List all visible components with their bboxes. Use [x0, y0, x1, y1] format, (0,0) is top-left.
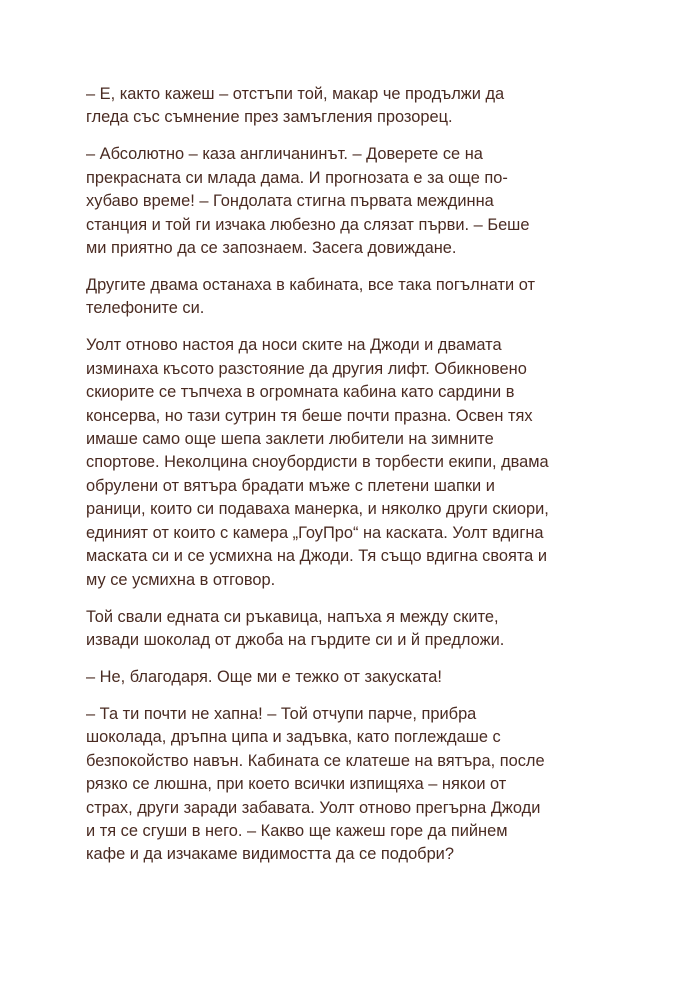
text-line: изминаха късото разстояние да другия лифт. Обикновено — [86, 359, 527, 378]
text-line: – Е, както кажеш – отстъпи той, макар че продължи да — [86, 85, 505, 103]
paragraph-6 — [86, 666, 626, 689]
text-line: рязко се люшна, при което всички изпищяха – някои от — [86, 775, 507, 794]
paragraph-1 — [86, 83, 626, 130]
text-line: скиорите се тъпчеха в огромната кабина като сардини в — [86, 383, 515, 402]
text-line: ми приятно да се запознаем. Засега довиждане. — [86, 239, 457, 258]
text-line: раници, които си подаваха манерка, и няколко други скиори, — [86, 500, 549, 519]
paragraph-2 — [86, 143, 626, 260]
text-line: имаше само още шепа заклети любители на зимните — [86, 430, 494, 449]
text-line: шоколада, дръпна ципа и задъвка, като поглеждаше с — [86, 728, 501, 747]
paragraph-3 — [86, 274, 626, 321]
paragraph-5 — [86, 606, 626, 653]
text-line: прекрасната си млада дама. И прогнозата е за още по- — [86, 168, 508, 187]
text-line: Другите двама останаха в кабината, все така погълнати от — [86, 276, 535, 295]
text-line: обрулени от вятъра брадати мъже с плетени шапки и — [86, 476, 495, 495]
paragraph-4 — [86, 334, 626, 591]
text-line: хубаво време! – Гондолата стигна първата междинна — [86, 192, 494, 211]
text-line: станция и той ги изчака любезно да слязат първи. – Беше — [86, 215, 530, 234]
text-line: – Не, благодаря. Още ми е тежко от закуската! — [86, 667, 442, 686]
text-line: консерва, но тази сутрин тя беше почти празна. Освен тях — [86, 406, 533, 425]
text-line: безпокойство навън. Кабината се клатеше на вятъра, после — [86, 751, 545, 770]
paragraph-7 — [86, 703, 626, 867]
text-line: – Та ти почти не хапна! – Той отчупи парче, прибра — [86, 704, 477, 723]
text-line: маската си и се усмихна на Джоди. Тя също вдигна своята и — [86, 547, 547, 566]
text-line: спортове. Неколцина сноубордисти в торбести екипи, двама — [86, 453, 549, 472]
text-line: единият от които с камера „ГоуПро“ на каската. Уолт вдигна — [86, 523, 544, 542]
body-text — [86, 83, 626, 880]
text-line: страх, други заради забавата. Уолт отново прегърна Джоди — [86, 798, 541, 817]
text-line: Той свали едната си ръкавица, напъха я между ските, — [86, 607, 499, 626]
text-line: Уолт отново настоя да носи ските на Джоди и двамата — [86, 336, 502, 355]
text-line: извади шоколад от джоба на гърдите си и й предложи. — [86, 630, 505, 649]
text-line: гледа със съмнение през замъгления прозорец. — [86, 108, 453, 127]
text-line: му се усмихна в отговор. — [86, 570, 276, 589]
text-line: телефоните си. — [86, 299, 205, 318]
text-line: кафе и да изчакаме видимостта да се подобри? — [86, 845, 454, 864]
text-line: – Абсолютно – каза англичанинът. – Доверете се на — [86, 145, 483, 164]
text-line: и тя се сгуши в него. – Какво ще кажеш горе да пийнем — [86, 821, 508, 840]
